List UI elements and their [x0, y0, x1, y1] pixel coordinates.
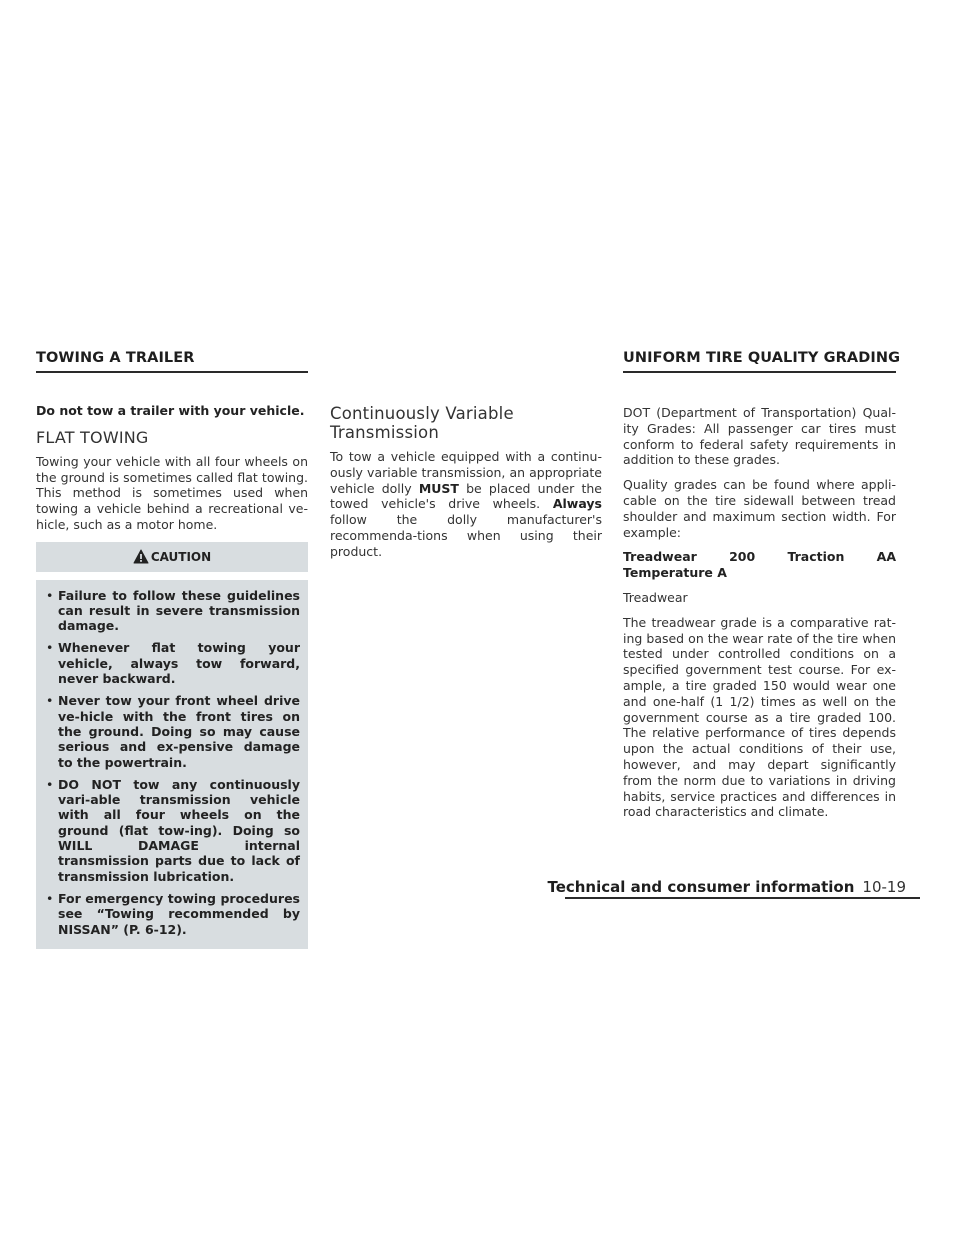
caution-box	[36, 542, 308, 949]
section-title-uniform-tire-quality-grading: UNIFORM TIRE QUALITY GRADING	[623, 350, 901, 366]
treadwear-description: The treadwear grade is a comparative rat-ing based on the wear rate of the tire when tested under controlled conditions on a specified government test course. For ex-ample, a tire graded 150 would wear one and one-half (1 1/2) times as well on the government course as a tire graded 100. The relative performance of tires depends upon the actual conditions of their use, however, and may depart significantly from the norm due to variations in driving habits, service practices and differences in road characteristics and climate.	[623, 614, 896, 820]
column-middle	[330, 404, 602, 569]
flat-towing-body: Towing your vehicle with all four wheels on the ground is sometimes called flat towing. This method is sometimes used when towing a vehicle behind a recreational ve-hicle, such as a motor home.	[36, 453, 308, 532]
caution-item: • Never tow your front wheel drive ve-hicle with the front tires on the ground. Doing so may cause serious and ex-pensive damage to the powertrain.	[46, 693, 300, 769]
quality-grades-location-text: Quality grades can be found where appli-cable on the tire sidewall between tread shoulder and maximum section width. For example:	[623, 477, 896, 540]
column-left	[36, 403, 308, 949]
section-title-towing-a-trailer: TOWING A TRAILER	[36, 350, 195, 366]
header-rule-right	[623, 371, 896, 373]
column-right	[623, 405, 896, 829]
caution-item: • DO NOT tow any continuously vari-able transmission vehicle with all four wheels on the ground (flat tow-ing). Doing so WILL DAMAGE internal transmission parts due to lack of transmission lubrication.	[46, 777, 300, 884]
caution-item: • Whenever flat towing your vehicle, always tow forward, never backward.	[46, 640, 300, 686]
treadwear-label: Treadwear	[623, 589, 688, 605]
footer-rule	[565, 897, 920, 899]
caution-header	[36, 542, 308, 580]
caution-item: • For emergency towing procedures see “Towing recommended by NISSAN” (P. 6-12).	[46, 891, 300, 937]
page-number: 10-19	[862, 878, 906, 896]
caution-list	[46, 588, 300, 937]
header-rule-left	[36, 371, 308, 373]
grade-example: Treadwear 200 Traction AA Temperature A	[623, 549, 896, 581]
caution-item: • Failure to follow these guidelines can result in severe transmission damage.	[46, 588, 300, 634]
warning-triangle-icon	[133, 549, 149, 564]
caution-title: CAUTION	[150, 549, 212, 564]
must-emphasis: MUST	[418, 480, 459, 496]
dot-quality-grades-text: DOT (Department of Transportation) Qual-ity Grades: All passenger car tires must conform to federal safety requirements in addition to these grades.	[623, 405, 896, 468]
page-footer	[547, 878, 906, 896]
always-emphasis: Always	[552, 496, 602, 512]
no-towing-statement: Do not tow a trailer with your vehicle.	[36, 403, 305, 418]
cvt-body: To tow a vehicle equipped with a continu-ously variable transmission, an appropriate vehicle dolly MUST be placed under the towed vehicle's drive wheels. Always follow the dolly manufacturer's recommenda-tions when using their product.	[330, 449, 602, 559]
flat-towing-title: FLAT TOWING	[36, 427, 149, 447]
cvt-title: Continuously Variable Transmission	[330, 404, 514, 442]
footer-section-name: Technical and consumer information	[547, 878, 855, 896]
